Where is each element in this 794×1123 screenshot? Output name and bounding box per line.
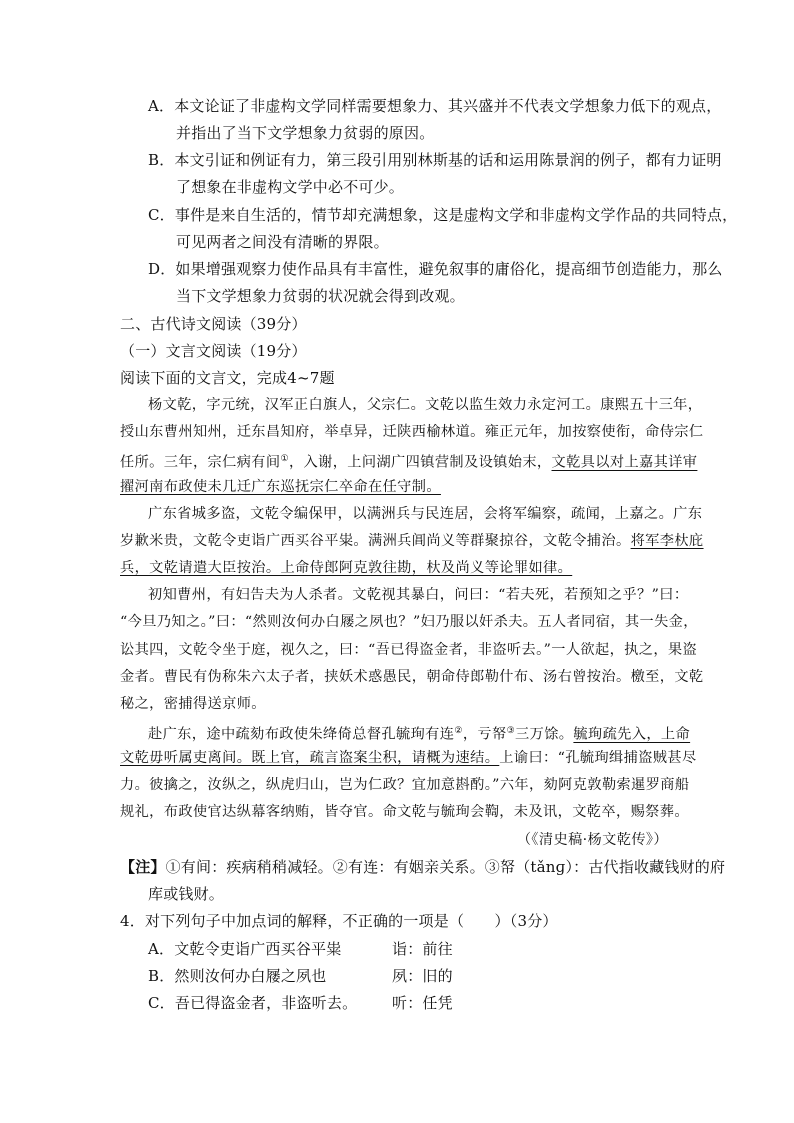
passage-text: 岁歉米贵，文乾令吏诣广西买谷平粜。满洲兵阊尚义等群聚掠谷，文乾令捕治。: [120, 533, 631, 549]
passage-line: 秘之，密捕得送京师。: [120, 696, 266, 712]
passage-line: 力。彼擒之，汝纵之，纵虎归山，岂为仁政？宜加意斟酌。”六年，劾阿克敦勒索暹罗商船: [120, 777, 690, 793]
q4-option-c-sentence: C．吾已得盗金者，非盗听去。: [148, 994, 358, 1012]
underlined-sentence: 兵，文乾请遣大臣按治。上命侍郎阿克敦往勘，杕及尚义等论罪如律。: [120, 560, 573, 576]
q4-option-b-gloss: 夙：旧的: [392, 967, 453, 985]
passage-line: 讼其四，文乾令坐于庭，视久之，曰：“吾已得盗金者，非盗听去。”一人欲起，执之，果盗: [120, 642, 698, 658]
footnote-marker: ②: [454, 726, 463, 736]
passage-text: 上谕曰：“孔毓珣缉捕盗贼甚尽: [499, 750, 697, 766]
passage-line: “今旦乃知之。”曰：“然则汝何办白屦之夙也？”妇乃服以奸杀夫。五人者同宿，其一失金，: [120, 614, 698, 630]
underlined-sentence: 擢河南布政使未几迁广东巡抚宗仁卒命在任守制。: [120, 479, 441, 495]
passage-text: ，入谢，上问湖广四镇营制及设镇始末，: [288, 454, 552, 471]
note-label: 【注】: [120, 858, 166, 876]
reading-instruction: 阅读下面的文言文，完成4~7题: [120, 369, 335, 387]
passage-line: 规礼，布政使官达纵幕客纳贿，皆夺官。命文乾与毓珣会鞫，未及讯，文乾卒，赐祭葬。: [120, 804, 689, 820]
question-4-stem: 4．对下列句子中加点词的解释，不正确的一项是（ ）（3分）: [120, 912, 558, 930]
passage-text: 任所。三年，宗仁病有间: [120, 454, 281, 471]
option-d-line2: 当下文学想象力贫弱的状况就会得到改观。: [176, 287, 465, 305]
underlined-sentence: 毓珣疏先入，上命: [573, 726, 691, 743]
passage-line: [148, 721, 690, 745]
option-a-line1: A．本文论证了非虚构文学同样需要想象力、其兴盛并不代表文学想象力低下的观点，: [148, 97, 722, 115]
passage-line: [120, 748, 697, 768]
underlined-sentence: 文乾毋听属吏离间。既上官，疏言盗案尘积，请概为速结。: [120, 750, 500, 766]
q4-option-b-sentence: B．然则汝何办白屦之夙也: [148, 967, 327, 985]
passage-text: ，亏帑: [462, 726, 507, 743]
passage-line: 初知曹州，有妇告夫为人杀者。文乾视其暴白，问曰：“若夫死，若预知之乎？”曰：: [148, 587, 689, 603]
section-heading: 二、古代诗文阅读（39分）: [120, 315, 307, 333]
note-text: ①有间：疾病稍稍减轻。②有连：有姻亲关系。③帑（tǎnɡ）：古代指收藏钱财的府: [165, 858, 726, 876]
passage-line: [120, 531, 704, 551]
q4-option-c-gloss: 听：任凭: [392, 994, 453, 1012]
annotation-note: [120, 857, 725, 877]
footnote-marker: ①: [280, 454, 289, 464]
note-text-line2: 库或钱财。: [148, 885, 225, 903]
passage-text: 赴广东，途中疏劾布政使朱绛倚总督孔毓珣有连: [148, 726, 455, 743]
option-b-line1: B．本文引证和例证有力，第三段引用别林斯基的话和运用陈景润的例子，都有力证明: [148, 151, 722, 169]
option-c-line2: 可见两者之间没有清晰的界限。: [176, 233, 389, 251]
option-b-line2: 了想象在非虚构文学中必不可少。: [176, 178, 405, 196]
q4-option-a-sentence: A．文乾令吏诣广西买谷平粜: [148, 940, 342, 958]
option-a-line2: 并指出了当下文学想象力贫弱的原因。: [176, 124, 435, 142]
option-d-line1: D．如果增强观察力使作品具有丰富性，避免叙事的庸俗化，提高细节创造能力，那么: [148, 260, 723, 278]
passage-line: 授山东曹州知州，迁东昌知府，举卓异，迁陕西榆林道。雍正元年，加按察使衔，命侍宗仁: [120, 424, 704, 440]
q4-option-a-gloss: 诣：前往: [392, 940, 453, 958]
subsection-heading: （一）文言文阅读（19分）: [120, 342, 307, 360]
option-c-line1: C．事件是来自生活的，情节却充满想象，这是虚构文学和非虚构文学作品的共同特点，: [148, 206, 738, 224]
passage-line: [120, 449, 697, 473]
passage-text: 三万馀。: [515, 726, 574, 743]
passage-line: 广东省城多盗，文乾令编保甲，以满洲兵与民连居，会将军编察，疏闻，上嘉之。广东: [148, 506, 703, 522]
passage-source: （《清史稿·杨文乾传》）: [516, 832, 668, 848]
underlined-sentence: 文乾具以对上嘉其详审: [551, 454, 698, 471]
passage-line: 金者。曹民有伪称朱六太子者，挟妖术惑愚民，朝命侍郎勒什布、汤右曾按治。檄至，文乾: [120, 669, 704, 685]
footnote-marker: ③: [506, 726, 516, 736]
underlined-sentence: 将军李杕庇: [630, 533, 704, 549]
passage-line: 杨文乾，字元统，汉军正白旗人，父宗仁。文乾以监生效力永定河工。康熙五十三年，: [148, 397, 703, 413]
